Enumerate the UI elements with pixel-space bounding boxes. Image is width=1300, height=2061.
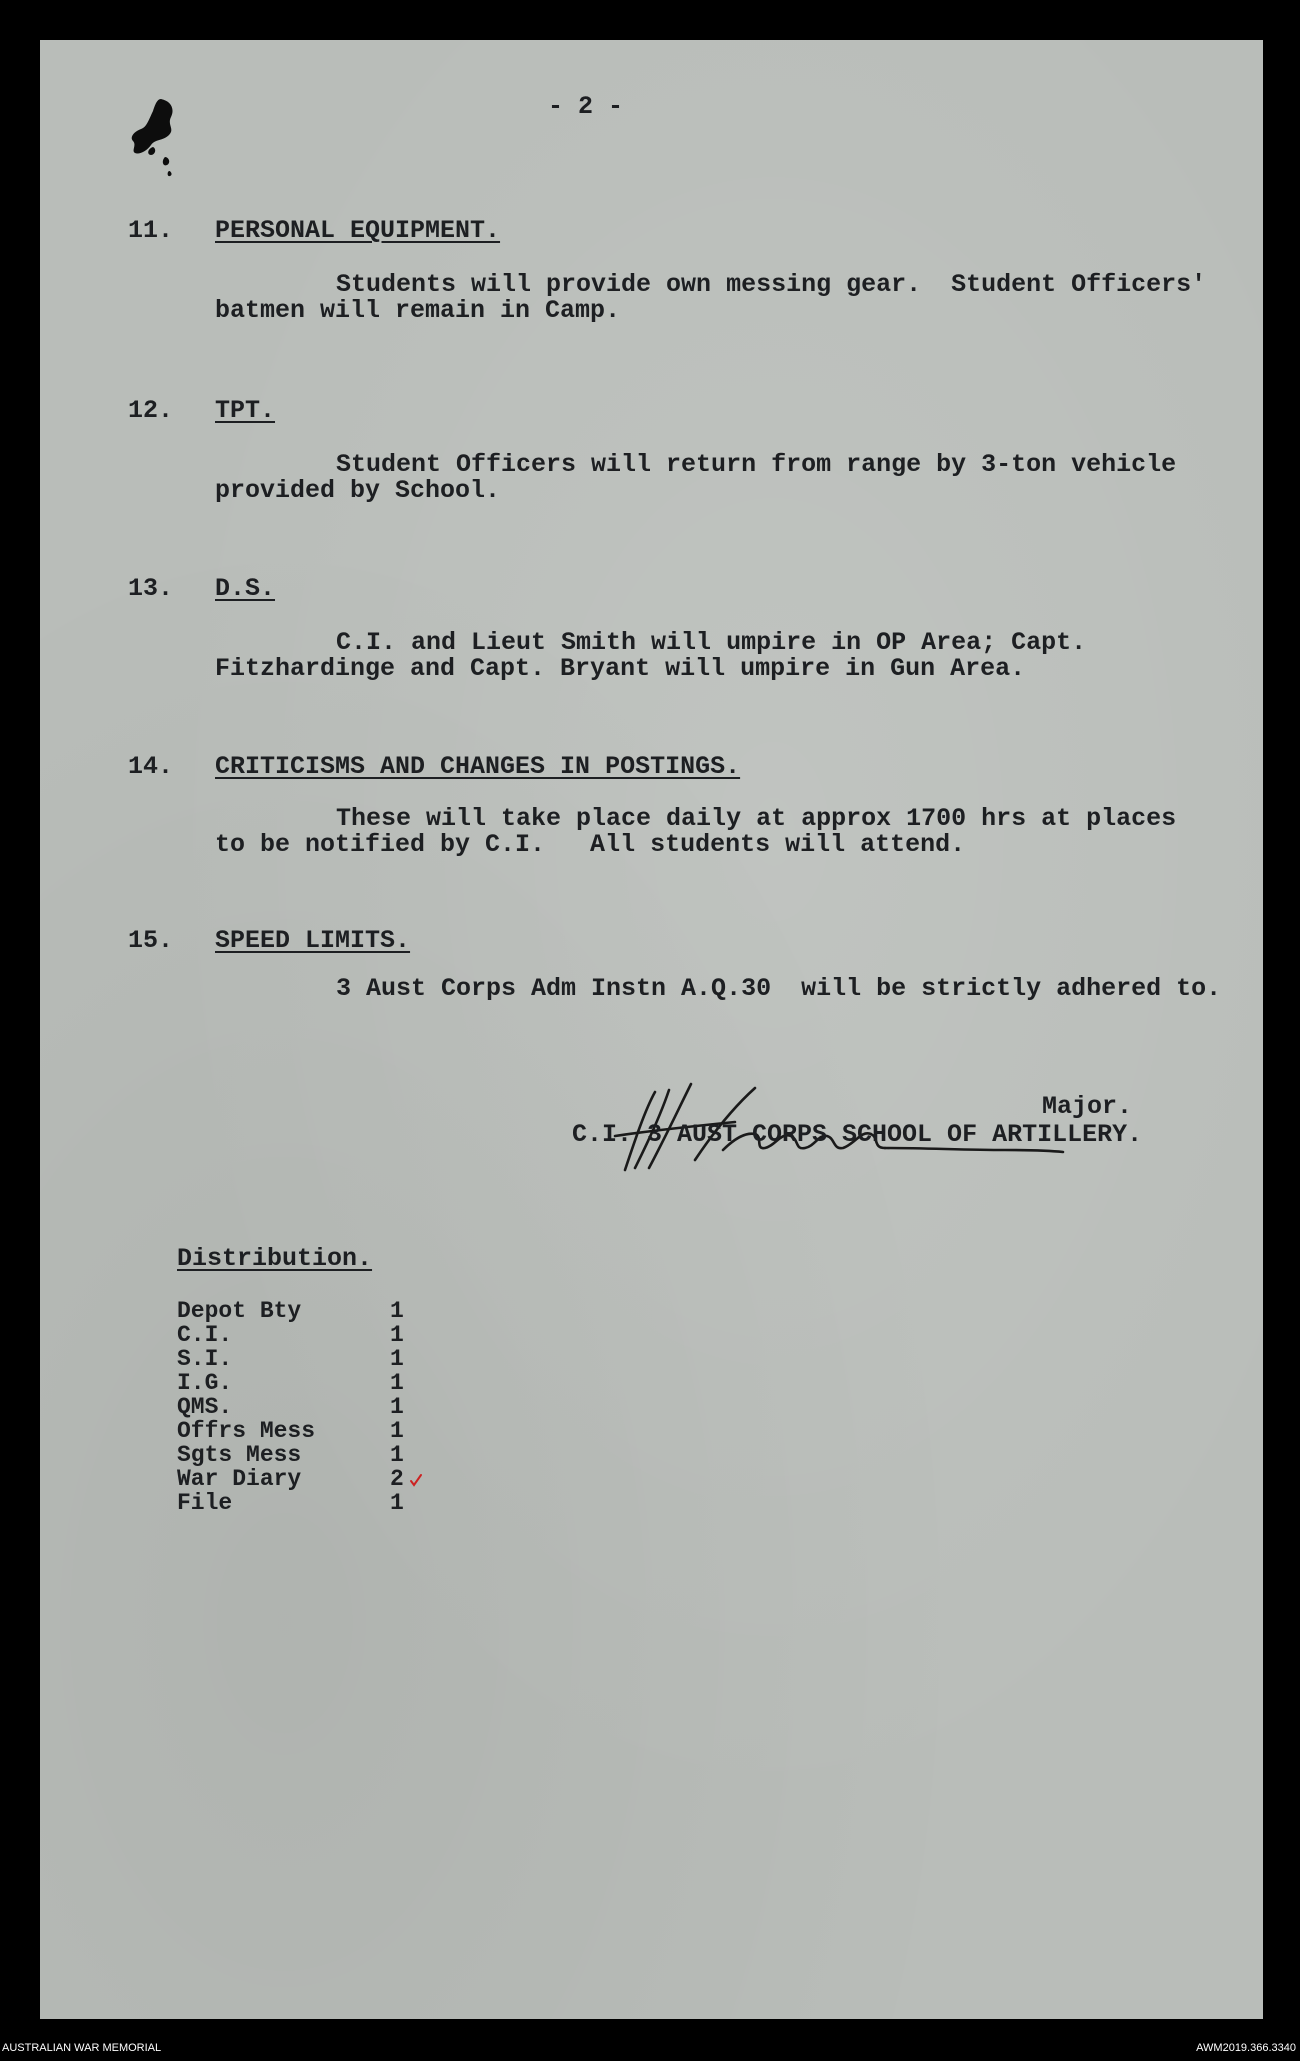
footer-right: AWM2019.366.3340 <box>1196 2042 1296 2054</box>
distribution-copies: 1 <box>390 1370 404 1396</box>
page-number: - 2 - <box>548 92 624 121</box>
section-12-heading: TPT. <box>215 396 276 425</box>
document-page <box>40 40 1263 2019</box>
distribution-copies: 1 <box>390 1490 404 1516</box>
distribution-recipient: C.I. <box>177 1322 233 1348</box>
signature-rank: Major. <box>1042 1092 1133 1121</box>
section-12-number: 12. <box>128 396 174 425</box>
section-11-heading: PERSONAL EQUIPMENT. <box>215 216 501 245</box>
section-15-line-1: 3 Aust Corps Adm Instn A.Q.30 will be strictly adhered to. <box>336 974 1222 1003</box>
section-14-heading: CRITICISMS AND CHANGES IN POSTINGS. <box>215 752 741 781</box>
section-15-number: 15. <box>128 926 174 955</box>
ink-stain-mark <box>113 95 193 185</box>
distribution-recipient: Depot Bty <box>177 1298 302 1324</box>
distribution-copies: 1 <box>390 1322 404 1348</box>
section-12-line-2: provided by School. <box>215 476 501 505</box>
distribution-copies: 1 <box>390 1442 404 1468</box>
section-13-heading: D.S. <box>215 574 276 603</box>
section-13-line-1: C.I. and Lieut Smith will umpire in OP Area; Capt. <box>336 628 1087 657</box>
red-tick-mark <box>408 1472 424 1488</box>
section-13-line-2: Fitzhardinge and Capt. Bryant will umpire in Gun Area. <box>215 654 1026 683</box>
section-11-line-1: Students will provide own messing gear. Student Officers' <box>336 270 1207 299</box>
distribution-recipient: QMS. <box>177 1394 233 1420</box>
section-14-line-2: to be notified by C.I. All students will attend. <box>215 830 966 859</box>
distribution-copies: 1 <box>390 1298 404 1324</box>
distribution-recipient: S.I. <box>177 1346 233 1372</box>
distribution-recipient: War Diary <box>177 1466 302 1492</box>
section-14-number: 14. <box>128 752 174 781</box>
distribution-recipient: File <box>177 1490 233 1516</box>
section-14-line-1: These will take place daily at approx 1700 hrs at places <box>336 804 1177 833</box>
footer-left: AUSTRALIAN WAR MEMORIAL <box>2 2042 162 2054</box>
section-11-line-2: batmen will remain in Camp. <box>215 296 621 325</box>
distribution-copies: 1 <box>390 1346 404 1372</box>
distribution-recipient: Sgts Mess <box>177 1442 302 1468</box>
section-13-number: 13. <box>128 574 174 603</box>
signature-title: C.I. 3 AUST CORPS SCHOOL OF ARTILLERY. <box>572 1120 1143 1149</box>
distribution-recipient: Offrs Mess <box>177 1418 316 1444</box>
section-15-heading: SPEED LIMITS. <box>215 926 411 955</box>
distribution-heading: Distribution. <box>177 1244 373 1273</box>
distribution-recipient: I.G. <box>177 1370 233 1396</box>
section-11-number: 11. <box>128 216 174 245</box>
distribution-copies: 1 <box>390 1418 404 1444</box>
section-12-line-1: Student Officers will return from range by 3-ton vehicle <box>336 450 1177 479</box>
distribution-copies: 1 <box>390 1394 404 1420</box>
distribution-copies: 2 <box>390 1466 404 1492</box>
